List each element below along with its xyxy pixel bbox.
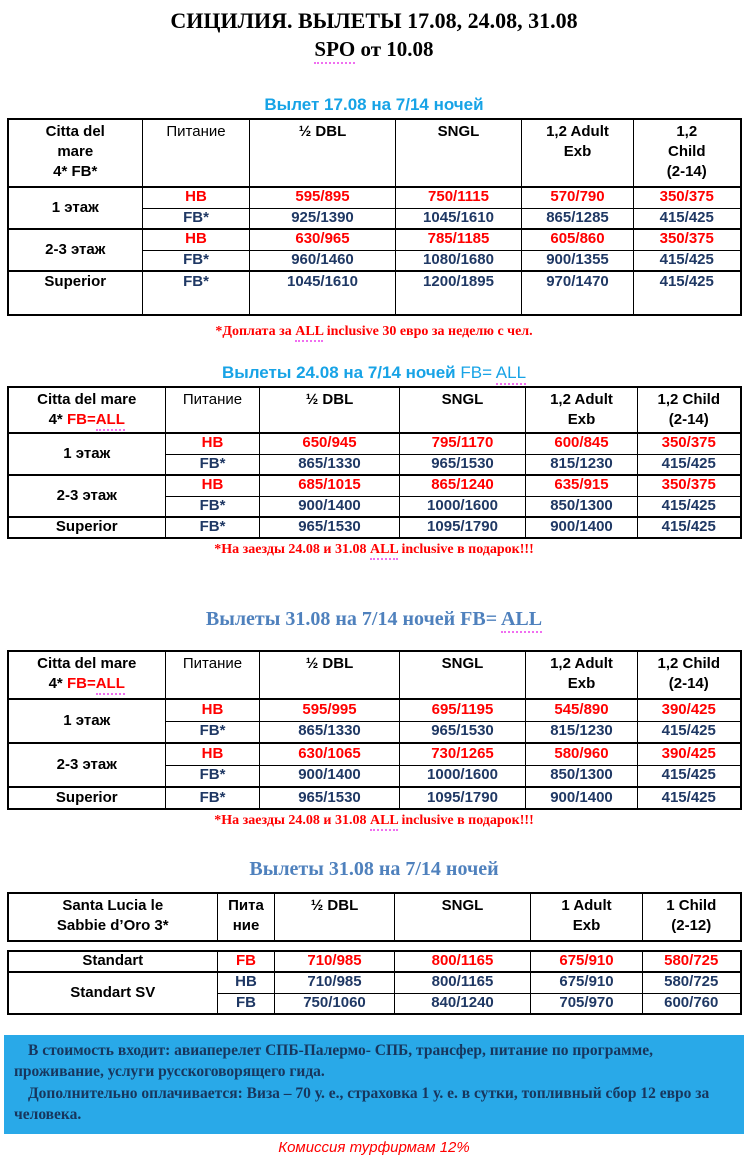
price-row xyxy=(8,229,741,250)
table-container-citta-31-08 xyxy=(0,650,748,810)
header-text: Citta del mare xyxy=(37,655,137,672)
header-text: Exb xyxy=(567,410,596,428)
table-container-citta-24-08 xyxy=(0,386,748,539)
header-text: ние xyxy=(232,916,260,934)
price-cell: 750/1060 xyxy=(275,993,395,1014)
price-table-citta-del-mare-31-08 xyxy=(7,650,742,810)
column-header xyxy=(218,893,275,941)
header-text: Питание xyxy=(182,655,243,672)
price-cell: 415/425 xyxy=(638,765,741,787)
price-cell: 705/970 xyxy=(531,993,643,1014)
price-table-santa-lucia-31-08-header xyxy=(7,892,742,942)
header-text: Santa Lucia le xyxy=(62,897,164,914)
price-cell: 865/1330 xyxy=(260,721,400,743)
extra-payments-text: Дополнительно оплачивается: Виза – 70 у. е., страховка 1 у. е. в сутки, топливный сбор 12 евро за человека. xyxy=(14,1084,710,1124)
price-cell: 415/425 xyxy=(634,250,741,271)
price-cell: FB* xyxy=(166,721,260,743)
price-cell: 900/1400 xyxy=(526,787,638,809)
row-label: Superior xyxy=(8,517,166,538)
note-all-word: ALL xyxy=(370,542,398,560)
price-cell: 900/1400 xyxy=(260,496,400,517)
price-cell: FB* xyxy=(166,765,260,787)
price-row xyxy=(8,271,741,315)
price-cell: 850/1300 xyxy=(526,496,638,517)
spo-label: SPO xyxy=(314,37,355,64)
header-text: (2-14) xyxy=(666,162,707,180)
price-cell: 600/845 xyxy=(526,433,638,454)
column-header xyxy=(638,387,741,433)
header-text: Sabbie d’Oro 3* xyxy=(56,916,169,934)
heading-text: Вылеты 31.08 на 7/14 ночей xyxy=(249,858,499,880)
price-cell: HB xyxy=(166,699,260,721)
price-cell: 865/1330 xyxy=(260,454,400,475)
header-text: SNGL xyxy=(437,123,480,140)
heading-text: Вылеты 31.08 на 7/14 ночей FB= xyxy=(205,608,501,630)
page-title-text: СИЦИЛИЯ. ВЫЛЕТЫ 17.08, 24.08, 31.08 xyxy=(170,8,578,33)
price-cell: 1080/1680 xyxy=(396,250,522,271)
header-text: 1,2 Adult xyxy=(550,391,613,408)
price-cell: 1000/1600 xyxy=(400,496,526,517)
note-text: inclusive в подарок!!! xyxy=(397,542,534,557)
price-cell: FB* xyxy=(166,454,260,475)
price-cell: HB xyxy=(143,187,250,208)
header-text: 1 Child xyxy=(666,897,717,914)
price-row xyxy=(8,475,741,496)
price-cell: HB xyxy=(218,972,275,993)
price-cell: 865/1285 xyxy=(522,208,634,229)
page-subtitle xyxy=(0,37,748,62)
price-cell: 865/1240 xyxy=(400,475,526,496)
heading-flights-31-08-fb-all xyxy=(0,608,748,631)
price-row xyxy=(8,743,741,765)
table-gap xyxy=(0,942,748,950)
price-cell: FB* xyxy=(166,517,260,538)
header-text: (2-14) xyxy=(668,674,709,692)
column-header xyxy=(522,119,634,187)
price-cell: 815/1230 xyxy=(526,721,638,743)
spo-date: от 10.08 xyxy=(355,37,434,61)
note-text: *На заезды 24.08 и 31.08 xyxy=(214,542,370,557)
price-cell: 580/725 xyxy=(643,972,741,993)
row-label: 2-3 этаж xyxy=(8,229,143,271)
price-cell: 350/375 xyxy=(638,475,741,496)
price-cell: HB xyxy=(166,475,260,496)
header-text: ALL xyxy=(96,675,125,695)
price-row xyxy=(8,187,741,208)
column-header xyxy=(8,651,166,699)
price-cell: 545/890 xyxy=(526,699,638,721)
column-header xyxy=(8,119,143,187)
column-header xyxy=(526,387,638,433)
header-row xyxy=(8,893,741,941)
price-cell: HB xyxy=(166,433,260,454)
price-cell: 350/375 xyxy=(634,187,741,208)
price-row xyxy=(8,433,741,454)
row-label: Standart xyxy=(8,951,218,972)
table-container-citta-17-08 xyxy=(0,118,748,316)
price-cell: 695/1195 xyxy=(400,699,526,721)
column-header xyxy=(638,651,741,699)
column-header xyxy=(634,119,741,187)
price-cell: 635/915 xyxy=(526,475,638,496)
price-cell: 1200/1895 xyxy=(396,271,522,315)
header-text: Exb xyxy=(563,142,592,160)
price-cell: 750/1115 xyxy=(396,187,522,208)
spacer xyxy=(0,62,748,95)
note-text: *На заезды 24.08 и 31.08 xyxy=(214,813,370,828)
price-cell: 600/760 xyxy=(643,993,741,1014)
column-header xyxy=(260,651,400,699)
header-text: 1,2 xyxy=(676,123,698,140)
column-header xyxy=(400,651,526,699)
header-text: (2-12) xyxy=(671,916,712,934)
price-row xyxy=(8,517,741,538)
header-text: Exb xyxy=(567,674,596,692)
heading-flight-17-08 xyxy=(0,95,748,115)
included-services-box xyxy=(4,1035,744,1134)
column-header xyxy=(260,387,400,433)
header-text: Child xyxy=(668,142,706,160)
column-header xyxy=(643,893,741,941)
price-cell: 965/1530 xyxy=(260,787,400,809)
header-text: ½ DBL xyxy=(298,123,347,140)
column-header xyxy=(275,893,395,941)
commission-note: Комиссия турфирмам 12% xyxy=(278,1138,470,1156)
header-text: Питание xyxy=(182,391,243,408)
header-text: ½ DBL xyxy=(305,655,354,672)
price-cell: 415/425 xyxy=(634,208,741,229)
price-cell: 350/375 xyxy=(634,229,741,250)
price-cell: 960/1460 xyxy=(250,250,396,271)
heading-fb-text: FB= xyxy=(460,363,496,382)
price-cell: 710/985 xyxy=(275,951,395,972)
price-row xyxy=(8,787,741,809)
price-cell: 800/1165 xyxy=(395,951,531,972)
heading-all-word: ALL xyxy=(496,363,526,385)
header-text: 1,2 Adult xyxy=(546,123,609,140)
header-text: FB= xyxy=(66,410,96,428)
price-cell: FB* xyxy=(143,250,250,271)
price-row xyxy=(8,951,741,972)
price-table-santa-lucia-31-08-body xyxy=(7,950,742,1015)
price-cell: 685/1015 xyxy=(260,475,400,496)
heading-flights-24-08 xyxy=(0,363,748,383)
price-cell: 390/425 xyxy=(638,699,741,721)
column-header xyxy=(250,119,396,187)
price-cell: 965/1530 xyxy=(260,517,400,538)
price-cell: 815/1230 xyxy=(526,454,638,475)
column-header xyxy=(531,893,643,941)
price-cell: 675/910 xyxy=(531,972,643,993)
price-cell: 415/425 xyxy=(638,496,741,517)
header-text: Citta del mare xyxy=(37,391,137,408)
header-text: ALL xyxy=(96,411,125,431)
price-cell: 965/1530 xyxy=(400,721,526,743)
header-text: SNGL xyxy=(441,655,484,672)
note-all-inclusive-gift-2 xyxy=(0,813,748,829)
header-text: mare xyxy=(57,142,94,160)
price-cell: 800/1165 xyxy=(395,972,531,993)
price-cell: 415/425 xyxy=(634,271,741,315)
header-text: 1,2 Adult xyxy=(550,655,613,672)
row-label: 2-3 этаж xyxy=(8,475,166,517)
price-cell: 730/1265 xyxy=(400,743,526,765)
price-cell: 795/1170 xyxy=(400,433,526,454)
column-header xyxy=(8,387,166,433)
header-text: ½ DBL xyxy=(310,897,359,914)
header-text: 4* xyxy=(48,410,67,428)
price-cell: FB* xyxy=(143,208,250,229)
column-header xyxy=(8,893,218,941)
included-services-text: В стоимость входит: авиаперелет СПБ-Палермо- СПБ, трансфер, питание по программе, проживание, услуги русскоговорящего гида. xyxy=(14,1042,653,1081)
table-container-santa-lucia xyxy=(0,892,748,1015)
header-text: ½ DBL xyxy=(305,391,354,408)
header-text: 4* xyxy=(48,674,67,692)
row-label: Superior xyxy=(8,787,166,809)
price-cell: 840/1240 xyxy=(395,993,531,1014)
page-title xyxy=(0,8,748,34)
column-header xyxy=(166,387,260,433)
column-header xyxy=(526,651,638,699)
price-cell: 605/860 xyxy=(522,229,634,250)
heading-text: Вылеты 24.08 на 7/14 ночей xyxy=(221,363,461,382)
price-cell: 390/425 xyxy=(638,743,741,765)
note-all-inclusive-gift-1 xyxy=(0,542,748,558)
price-cell: 710/985 xyxy=(275,972,395,993)
price-cell: 415/425 xyxy=(638,721,741,743)
price-cell: 785/1185 xyxy=(396,229,522,250)
note-all-word: ALL xyxy=(370,813,398,831)
row-label: Superior xyxy=(8,271,143,315)
header-row xyxy=(8,651,741,699)
note-all-word: ALL xyxy=(295,324,323,342)
price-cell: 675/910 xyxy=(531,951,643,972)
header-text: Exb xyxy=(572,916,601,934)
row-label: 2-3 этаж xyxy=(8,743,166,787)
header-row xyxy=(8,387,741,433)
price-cell: 1000/1600 xyxy=(400,765,526,787)
price-cell: 900/1400 xyxy=(260,765,400,787)
price-cell: 965/1530 xyxy=(400,454,526,475)
note-all-inclusive-surcharge xyxy=(0,324,748,340)
price-cell: 900/1400 xyxy=(526,517,638,538)
column-header xyxy=(400,387,526,433)
header-text: Питание xyxy=(166,123,226,140)
price-cell: 850/1300 xyxy=(526,765,638,787)
price-cell: 415/425 xyxy=(638,517,741,538)
price-cell: 570/790 xyxy=(522,187,634,208)
price-cell: HB xyxy=(166,743,260,765)
price-cell: 580/725 xyxy=(643,951,741,972)
note-text: inclusive в подарок!!! xyxy=(397,813,534,828)
price-cell: 970/1470 xyxy=(522,271,634,315)
row-label: 1 этаж xyxy=(8,187,143,229)
price-cell: 580/960 xyxy=(526,743,638,765)
column-header xyxy=(166,651,260,699)
header-text: (2-14) xyxy=(668,410,709,428)
header-text: 1,2 Child xyxy=(657,391,720,408)
header-text: 1,2 Child xyxy=(657,655,720,672)
price-cell: FB* xyxy=(166,787,260,809)
price-cell: 650/945 xyxy=(260,433,400,454)
column-header xyxy=(143,119,250,187)
price-cell: FB* xyxy=(143,271,250,315)
price-cell: 350/375 xyxy=(638,433,741,454)
header-text: Пита xyxy=(228,897,264,914)
header-text: Citta del xyxy=(45,123,105,140)
price-cell: 1095/1790 xyxy=(400,787,526,809)
price-cell: 1045/1610 xyxy=(396,208,522,229)
header-text: 4* FB* xyxy=(53,162,98,180)
price-cell: FB* xyxy=(166,496,260,517)
header-text: SNGL xyxy=(441,391,484,408)
row-label: Standart SV xyxy=(8,972,218,1014)
price-cell: 595/895 xyxy=(250,187,396,208)
price-row xyxy=(8,972,741,993)
heading-all-word: ALL xyxy=(501,608,542,633)
price-table-citta-del-mare-24-08 xyxy=(7,386,742,539)
price-cell: 1045/1610 xyxy=(250,271,396,315)
price-cell: 595/995 xyxy=(260,699,400,721)
header-text: 1 Adult xyxy=(561,897,612,914)
price-cell: FB xyxy=(218,993,275,1014)
heading-flights-31-08-santa-lucia xyxy=(0,858,748,881)
price-cell: HB xyxy=(143,229,250,250)
header-text: FB= xyxy=(66,674,96,692)
price-cell: FB xyxy=(218,951,275,972)
heading-text: Вылет 17.08 на 7/14 ночей xyxy=(264,95,484,114)
price-cell: 1095/1790 xyxy=(400,517,526,538)
note-text: *Доплата за xyxy=(215,324,296,339)
column-header xyxy=(396,119,522,187)
price-cell: 925/1390 xyxy=(250,208,396,229)
price-cell: 900/1355 xyxy=(522,250,634,271)
price-cell: 415/425 xyxy=(638,787,741,809)
price-row xyxy=(8,699,741,721)
row-label: 1 этаж xyxy=(8,699,166,743)
price-table-citta-del-mare-17-08 xyxy=(7,118,742,316)
price-cell: 630/965 xyxy=(250,229,396,250)
price-cell: 415/425 xyxy=(638,454,741,475)
row-label: 1 этаж xyxy=(8,433,166,475)
column-header xyxy=(395,893,531,941)
note-text: inclusive 30 евро за неделю с чел. xyxy=(323,324,533,339)
header-text: SNGL xyxy=(441,897,484,914)
header-row xyxy=(8,119,741,187)
price-cell: 630/1065 xyxy=(260,743,400,765)
